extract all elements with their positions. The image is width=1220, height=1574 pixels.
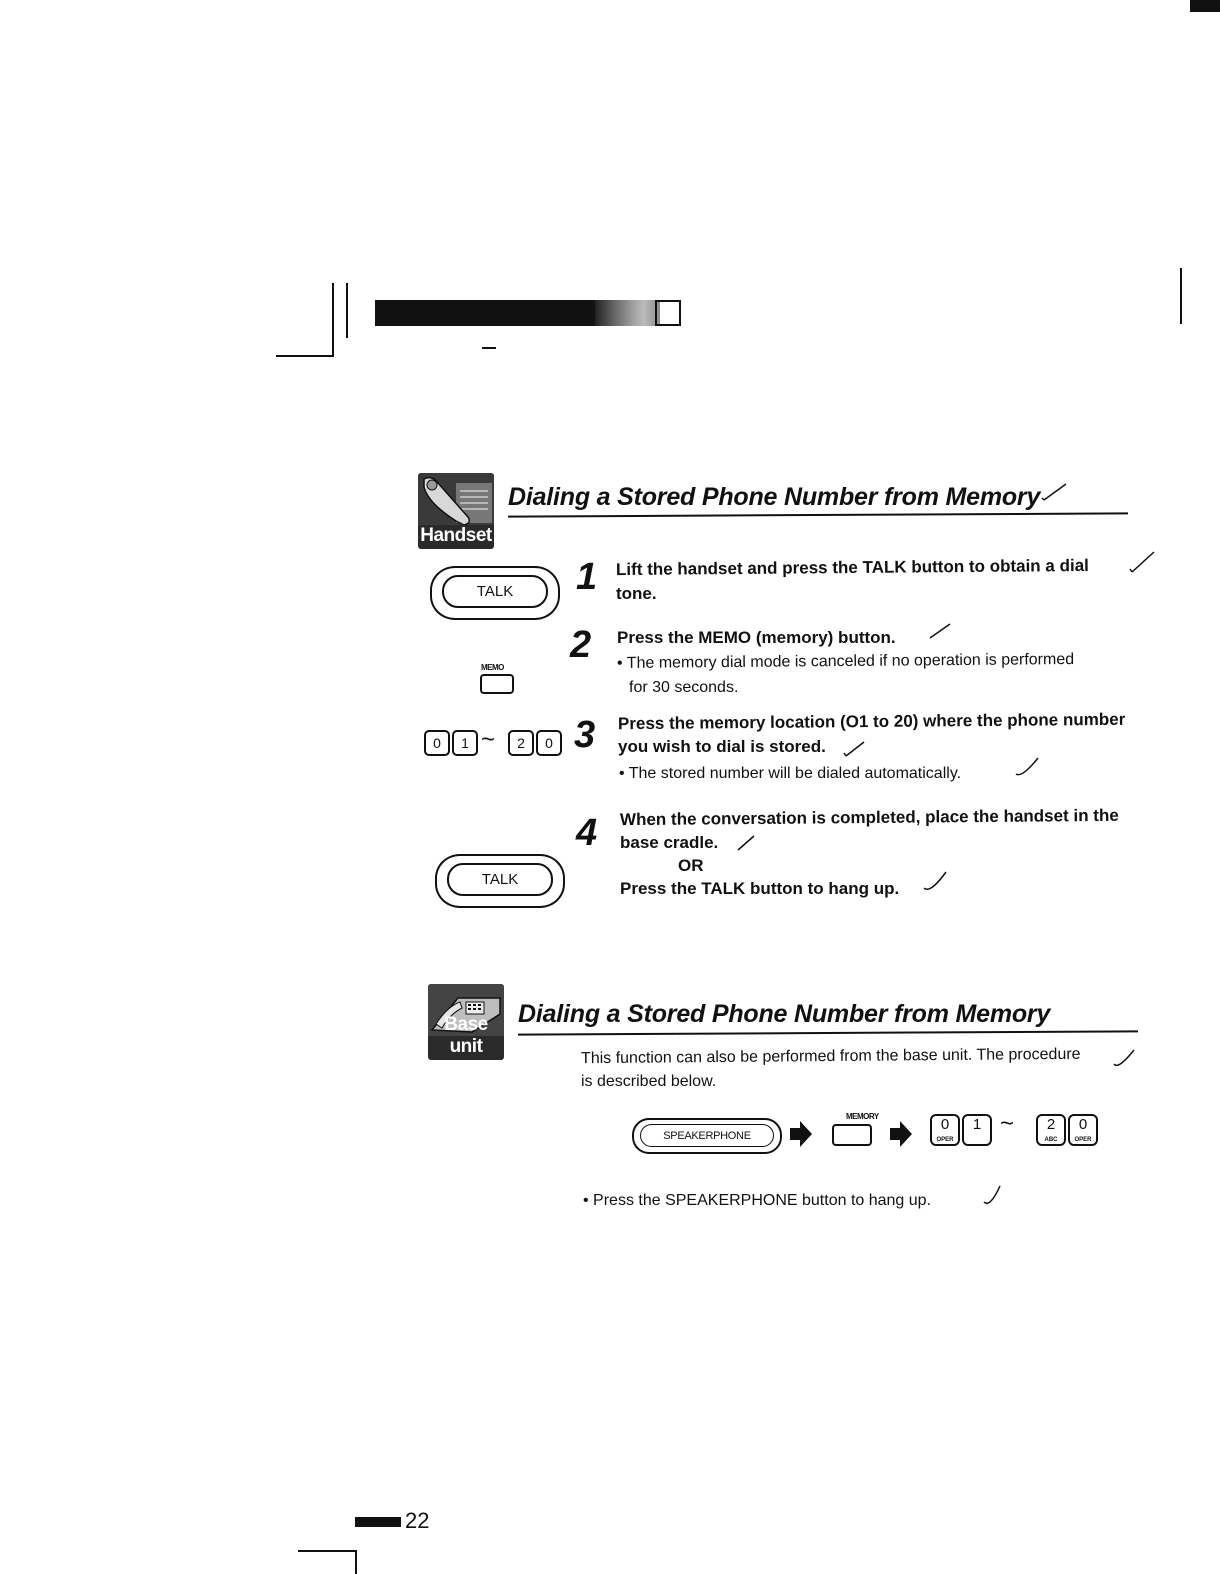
intro-text: is described below. xyxy=(581,1073,717,1090)
digit-key-sub-label: OPER xyxy=(1074,1137,1092,1143)
base-unit-badge xyxy=(428,984,504,1060)
digit-key: 0 xyxy=(536,730,562,756)
talk-button-illustration xyxy=(435,854,565,908)
digit-key-number: 1 xyxy=(972,1116,982,1133)
handset-badge xyxy=(418,473,494,549)
step-note: • The stored number will be dialed automatically. xyxy=(619,765,962,782)
digit-key-number: 2 xyxy=(1046,1116,1056,1133)
digit-key-number: 0 xyxy=(940,1116,950,1133)
digit-key-sub-label: ABC xyxy=(1044,1137,1058,1143)
hang-up-note: • Press the SPEAKERPHONE button to hang up. xyxy=(583,1192,932,1209)
checkmark-icon xyxy=(1110,1044,1140,1074)
speakerphone-key-label: SPEAKERPHONE xyxy=(640,1124,774,1147)
step-number: 3 xyxy=(574,714,596,756)
step-note: for 30 seconds. xyxy=(629,679,739,696)
step-text: tone. xyxy=(616,584,657,603)
page-number-bar xyxy=(355,1517,401,1527)
digit-key: 1 xyxy=(452,730,478,756)
checkmark-icon xyxy=(926,614,956,644)
step-text: base cradle. xyxy=(620,833,719,852)
crop-mark xyxy=(276,355,334,357)
step-number: 2 xyxy=(570,624,592,666)
checkmark-icon xyxy=(920,866,950,896)
title-rule xyxy=(508,512,1128,517)
digit-key: 2 xyxy=(508,730,534,756)
step-text: Press the TALK button to hang up. xyxy=(620,879,900,898)
intro-text: This function can also be performed from the base unit. The procedure xyxy=(580,1045,1081,1068)
step-text: When the conversation is completed, place the handset in the xyxy=(619,805,1119,830)
step-number: 1 xyxy=(576,556,598,598)
base-unit-badge-label: Base unit xyxy=(444,1014,488,1057)
memo-key-illustration xyxy=(480,674,514,694)
checkmark-icon xyxy=(1012,752,1042,782)
checkmark-icon xyxy=(732,828,762,858)
header-banner xyxy=(375,300,680,326)
digit-key xyxy=(1036,1114,1066,1146)
page-number: 22 xyxy=(405,1508,430,1533)
digit-key xyxy=(930,1114,960,1146)
step-note: • The memory dial mode is canceled if no operation is performed xyxy=(616,651,1075,672)
memory-key-illustration xyxy=(832,1124,872,1146)
range-separator: ~ xyxy=(481,726,496,753)
step-text: you wish to dial is stored. xyxy=(618,737,826,756)
handset-icon xyxy=(418,473,494,525)
digit-key xyxy=(962,1114,992,1146)
crop-mark xyxy=(355,1550,357,1574)
checkmark-icon xyxy=(1040,478,1070,508)
talk-key-label: TALK xyxy=(447,863,553,896)
handset-badge-label: Handset xyxy=(420,525,492,546)
step-text: Press the MEMO (memory) button. xyxy=(617,628,896,647)
digit-key-number: 0 xyxy=(1078,1116,1088,1133)
step-text: Lift the handset and press the TALK button to obtain a dial xyxy=(615,555,1089,580)
memory-key-label: MEMORY xyxy=(846,1112,879,1121)
crop-mark xyxy=(1190,0,1220,12)
talk-button-illustration xyxy=(430,566,560,620)
range-separator: ~ xyxy=(1000,1110,1015,1137)
banner-box xyxy=(655,300,681,326)
or-label: OR xyxy=(678,856,704,875)
speakerphone-key-illustration xyxy=(632,1118,782,1154)
title-rule xyxy=(518,1030,1138,1035)
crop-mark xyxy=(346,283,348,338)
crop-mark xyxy=(482,347,496,349)
crop-mark xyxy=(332,283,334,357)
checkmark-icon xyxy=(980,1180,1010,1210)
checkmark-icon xyxy=(842,732,872,762)
memo-key-label: MEMO xyxy=(481,663,504,672)
section-title-handset: Dialing a Stored Phone Number from Memory xyxy=(508,483,1041,511)
section-title-base-unit: Dialing a Stored Phone Number from Memory xyxy=(518,1000,1051,1028)
step-number: 4 xyxy=(576,812,598,854)
digit-key: 0 xyxy=(424,730,450,756)
crop-mark xyxy=(298,1550,356,1552)
talk-key-label: TALK xyxy=(442,575,548,608)
step-text: Press the memory location (O1 to 20) where the phone number xyxy=(617,709,1126,734)
digit-key-sub-label: OPER xyxy=(936,1137,954,1143)
arrow-right-icon xyxy=(890,1121,912,1147)
digit-key xyxy=(1068,1114,1098,1146)
arrow-right-icon xyxy=(790,1121,812,1147)
checkmark-icon xyxy=(1128,548,1158,578)
crop-mark xyxy=(1180,268,1182,324)
